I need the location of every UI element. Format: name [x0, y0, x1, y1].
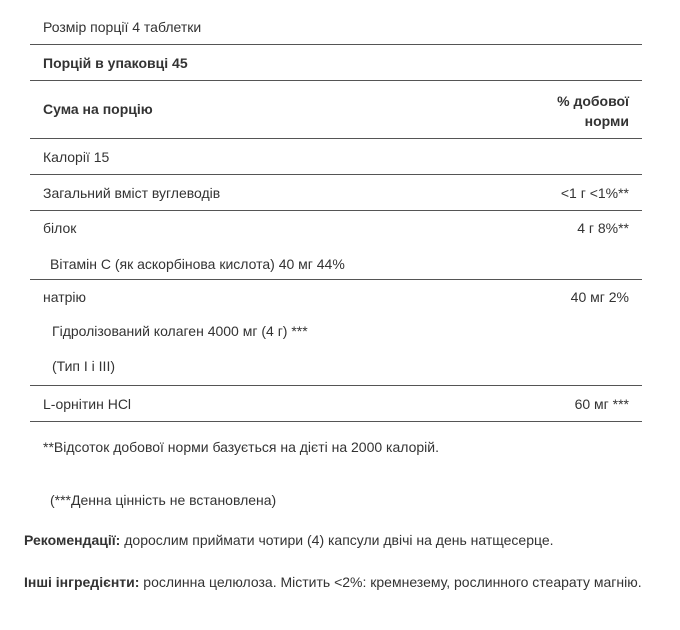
collagen-type-line: (Тип I і III) — [52, 358, 115, 374]
recommendations-label: Рекомендації: — [24, 532, 121, 548]
carbohydrates-label: Загальний вміст вуглеводів — [43, 185, 221, 201]
calories-row — [30, 139, 642, 175]
ornithine-value: 60 мг *** — [574, 396, 629, 412]
collagen-line: Гідролізований колаген 4000 мг (4 г) *** — [52, 323, 308, 339]
protein-label: білок — [43, 220, 77, 236]
protein-value: 4 г 8%** — [577, 220, 629, 236]
header-row — [30, 81, 642, 139]
servings-per-container-row — [30, 45, 642, 81]
sodium-value: 40 мг 2% — [570, 289, 629, 305]
vitamin-c-line: Вітамін С (як аскорбінова кислота) 40 мг 44% — [50, 256, 345, 272]
sodium-label: натрію — [43, 289, 87, 305]
carbohydrates-value: <1 г <1%** — [560, 185, 629, 201]
calories-label: Калорії 15 — [43, 149, 110, 165]
other-ingredients-paragraph — [24, 572, 654, 592]
amount-per-serving-header: Сума на порцію — [43, 101, 153, 117]
ornithine-row — [30, 386, 642, 422]
other-ingredients-label: Інші інгредієнти: — [24, 574, 140, 590]
sodium-row — [30, 280, 642, 386]
servings-per-container: Порцій в упаковці 45 — [43, 55, 188, 71]
daily-value-header: % добової норми — [557, 93, 629, 129]
serving-size-row — [30, 8, 642, 45]
recommendations-paragraph — [24, 530, 654, 550]
daily-value-footnote: **Відсоток добової норми базується на дієті на 2000 калорій. — [43, 439, 439, 455]
supplement-facts-table — [30, 8, 642, 422]
protein-row — [30, 211, 642, 280]
other-ingredients-text: рослинна целюлоза. Містить <2%: кремнезему, рослинного стеарату магнію. — [139, 574, 642, 590]
not-established-footnote: (***Денна цінність не встановлена) — [50, 492, 277, 508]
serving-size: Розмір порції 4 таблетки — [43, 19, 202, 35]
ornithine-label: L-орнітин HCl — [43, 396, 132, 412]
carbohydrates-row — [30, 175, 642, 211]
recommendations-text: дорослим приймати чотири (4) капсули двічі на день натщесерце. — [120, 532, 554, 548]
